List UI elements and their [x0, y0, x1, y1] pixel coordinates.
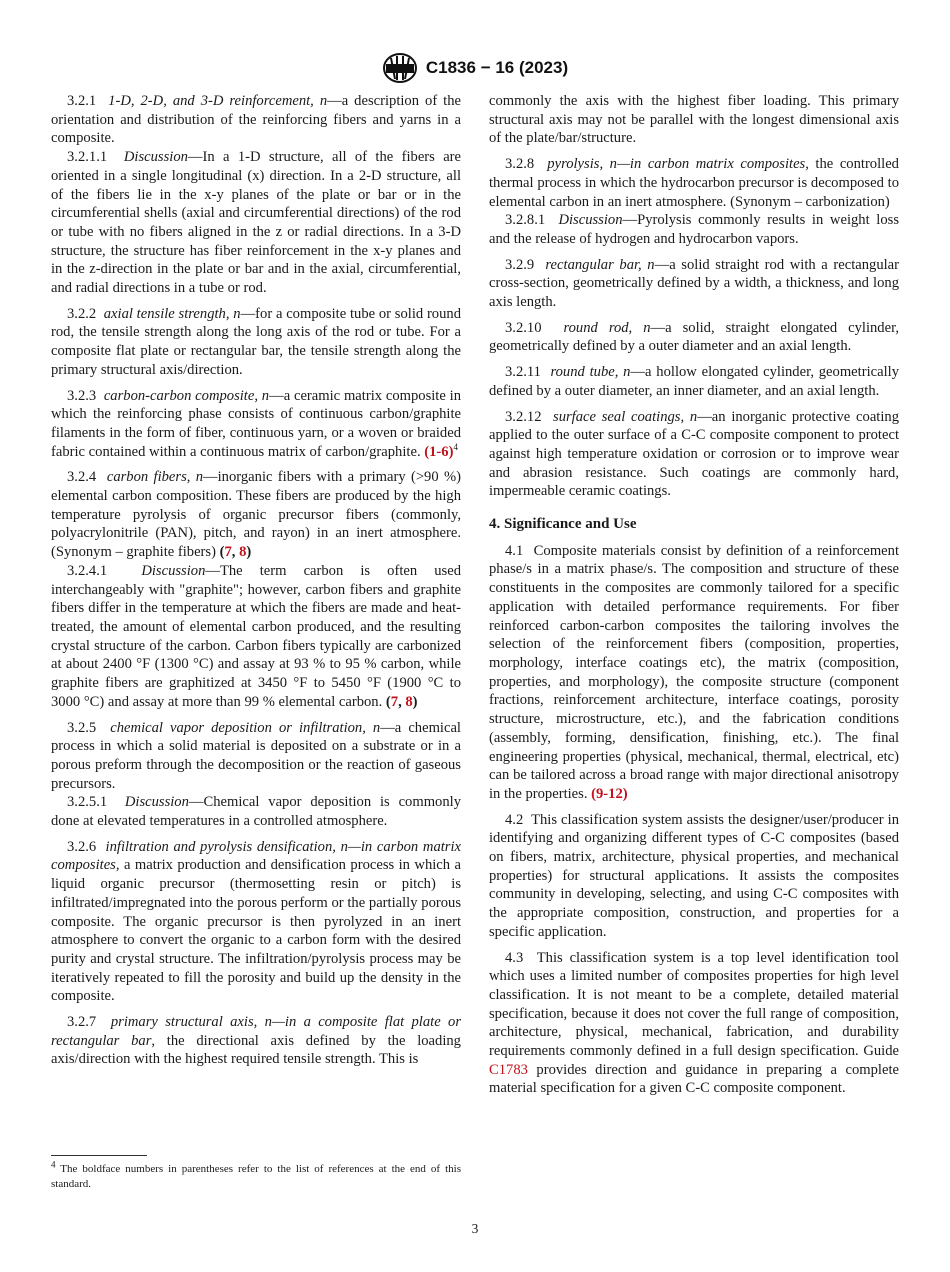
page-header	[0, 52, 950, 89]
discussion-3-2-1-1: 3.2.1.1 Discussion—In a 1-D structure, all of the fibers are oriented in a single longitudinal (x) direction. In a 2-D structure, all of the fibers lie in the x-y planes of the plate or bar or in the circumferential shells (axial and circumferential directions) of the rod or tube with no fibers aligned in the z or radial directions. In a 3-D structure, the structure has fiber reinforcement in the x-y planes and in the z-direction in the plate or bar and in the axial, circumferential, and radial directions in a tube or rod.	[51, 149, 462, 297]
definition-3-2-7: 3.2.7 primary structural axis, n—in a composite flat plate or rectangular bar, the directional axis defined by the loading axis/direction with the highest required tensile strength. This is	[51, 1014, 461, 1068]
section-4-1: 4.1 Composite materials consist by definition of a reinforcement phase/s in a matrix phase/s. The composition and structure of these constituents in the composites are commonly tailored for a specific application with detailed performance requirements. For fiber reinforced carbon-carbon composites the tailoring involves the selection of the reinforcement fibers (composition, properties, morphology, interface coatings etc), the matrix (composition, properties, and morphology), the composite structure (component fractions, reinforcement architecture, interface coatings, porosity structure, microstructure, etc.), and the fabrication conditions (assembly, forming, densification, finishing, etc.). The final engineering properties (physical, mechanical, thermal, electrical, etc) can be tailored across a broad range with major directional anisotropy in the properties. (9-12)	[489, 542, 899, 802]
discussion-3-2-4-1: 3.2.4.1 Discussion—The term carbon is often used interchangeably with "graphite"; however, carbon fibers and graphite fibers differ in the temperature at which the fibers are made and heat-treated, the amount of elemental carbon produced, and the resulting crystal structure of the carbon. Carbon fibers typically are carbonized at about 2400 °F (1300 °C) and assay at 93 % to 95 % carbon, while graphite fibers are graphitized at 3450 °F to 5450 °F (1900 °C to 3000 °C) and assay at more than 99 % elemental carbon. (7, 8)	[51, 562, 461, 710]
reference-link[interactable]: 8	[405, 693, 413, 710]
document-id: C1836 − 16 (2023)	[425, 58, 569, 77]
definition-3-2-4: 3.2.4 carbon fibers, n—inorganic fibers with a primary (>90 %) elemental carbon composition. These fibers are produced by the high temperature pyrolysis of organic precursor fibers (commonly, polyacrylonitrile (PAN), pitch, and rayon) in an inert atmosphere. (Synonym – graphite fibers) (7, 8)	[51, 469, 461, 561]
definition-3-2-8: 3.2.8 pyrolysis, n—in carbon matrix composites, the controlled thermal process in which the hydrocarbon precursor is decomposed to elemental carbon in an inert atmosphere. (Synonym – carbonization)	[489, 156, 899, 210]
discussion-3-2-5-1: 3.2.5.1 Discussion—Chemical vapor deposition is commonly done at elevated temperatures in a controlled atmosphere.	[51, 794, 461, 830]
reference-link[interactable]: 7	[224, 544, 232, 561]
astm-logo-icon	[382, 52, 418, 84]
reference-link[interactable]: 8	[239, 544, 247, 561]
definition-3-2-3: 3.2.3 carbon-carbon composite, n—a ceramic matrix composite in which the reinforcing phase consists of continuous carbon/graphite filaments in the form of fiber, continuous yarn, or a woven or braided fabric contained within a continuous matrix of carbon/graphite. $(1-6)^4$	[51, 387, 461, 460]
definition-3-2-6: 3.2.6 infiltration and pyrolysis densification, n—in carbon matrix composites, a matrix production and densification process in which a liquid organic precursor (thermosetting resin or pitch) is infiltrated/impregnated into the porous perform or the partially porous composite. The organic precursor is then pyrolyzed in an inert atmosphere to convert the organic to a carbon form with the desired purity and crystal structure. The infiltration/pyrolysis process may be iteratively repeated to fill the porosity and build up the density in the composite.	[51, 838, 462, 1005]
definition-3-2-5: 3.2.5 chemical vapor deposition or infiltration, n—a chemical process in which a solid material is deposited on a substrate or in a porous preform through the decomposition or the reaction of gaseous precursors.	[51, 719, 461, 792]
definition-3-2-9: 3.2.9 rectangular bar, n—a solid straight rod with a rectangular cross-section, geometrically defined by a width, a thickness, and long axis length.	[489, 256, 900, 311]
page-number: 3	[471, 1221, 479, 1236]
definition-3-2-7-continued: commonly the axis with the highest fiber loading. This primary structural axis may not be parallel with the longest dimensional axis of the plate/bar/structure.	[489, 93, 899, 147]
definition-3-2-11: 3.2.11 round tube, n—a hollow elongated cylinder, geometrically defined by a outer diameter, an inner diameter, and an axial length.	[489, 364, 899, 399]
section-heading: 4. Significance and Use	[489, 516, 637, 533]
guide-link[interactable]: C1783	[489, 1061, 528, 1078]
definition-3-2-1: 3.2.1 1-D, 2-D, and 3-D reinforcement, n—a description of the orientation and distribution of the reinforcing fibers and yarns in a composite.	[51, 93, 461, 147]
footnote: $^4$ The boldface numbers in parentheses refer to the list of references at the end of this standard.	[51, 1159, 461, 1190]
definition-3-2-12: 3.2.12 surface seal coatings, n—an inorganic protective coating applied to the outer surface of a C-C composite component to protect against high temperature oxidation or corrosion or to improve wear and abrasion resistance. Such coatings are commonly hard, impermeable ceramic coatings.	[489, 408, 899, 500]
definition-3-2-2: 3.2.2 axial tensile strength, n—for a composite tube or solid round rod, the tensile strength along the long axis of the rod or tube. For a composite flat plate or rectangular bar, the tensile strength along the primary structural axis/direction.	[51, 305, 461, 378]
section-4-2: 4.2 This classification system assists the designer/user/producer in identifying and organizing different types of C-C composites (based on fibers, matrix, architecture, physical properties, and mechanical properties) for structural applications. It assists the composites community in developing, selecting, and using C-C composites with the appropriate composition, construction, and properties for a specific application.	[489, 811, 899, 940]
footnote-marker: 4	[453, 441, 458, 452]
reference-link[interactable]: (9-12)	[591, 785, 628, 802]
footnote-divider	[51, 1155, 147, 1156]
right-column	[489, 92, 899, 1105]
section-4-3: 4.3 This classification system is a top level identification tool which uses a limited number of composites properties for high level classification. It is not meant to be a complete, detailed material specification, because it does not cover the full range of composition, architecture, physical, mechanical, fabrication, and durability requirements commonly defined in a full design specification. Guide C1783 provides direction and guidance in preparing a complete material specification for a given C-C composite component.	[489, 949, 899, 1097]
reference-link[interactable]: (1-6)	[424, 443, 454, 460]
reference-link[interactable]: 7	[390, 693, 399, 710]
discussion-3-2-8-1: 3.2.8.1 Discussion—Pyrolysis commonly results in weight loss and the release of hydrogen and hydrocarbon vapors.	[489, 212, 900, 247]
definition-3-2-10: 3.2.10 round rod, n—a solid, straight elongated cylinder, geometrically defined by a outer diameter and an axial length.	[489, 319, 900, 355]
left-column	[51, 92, 461, 1076]
